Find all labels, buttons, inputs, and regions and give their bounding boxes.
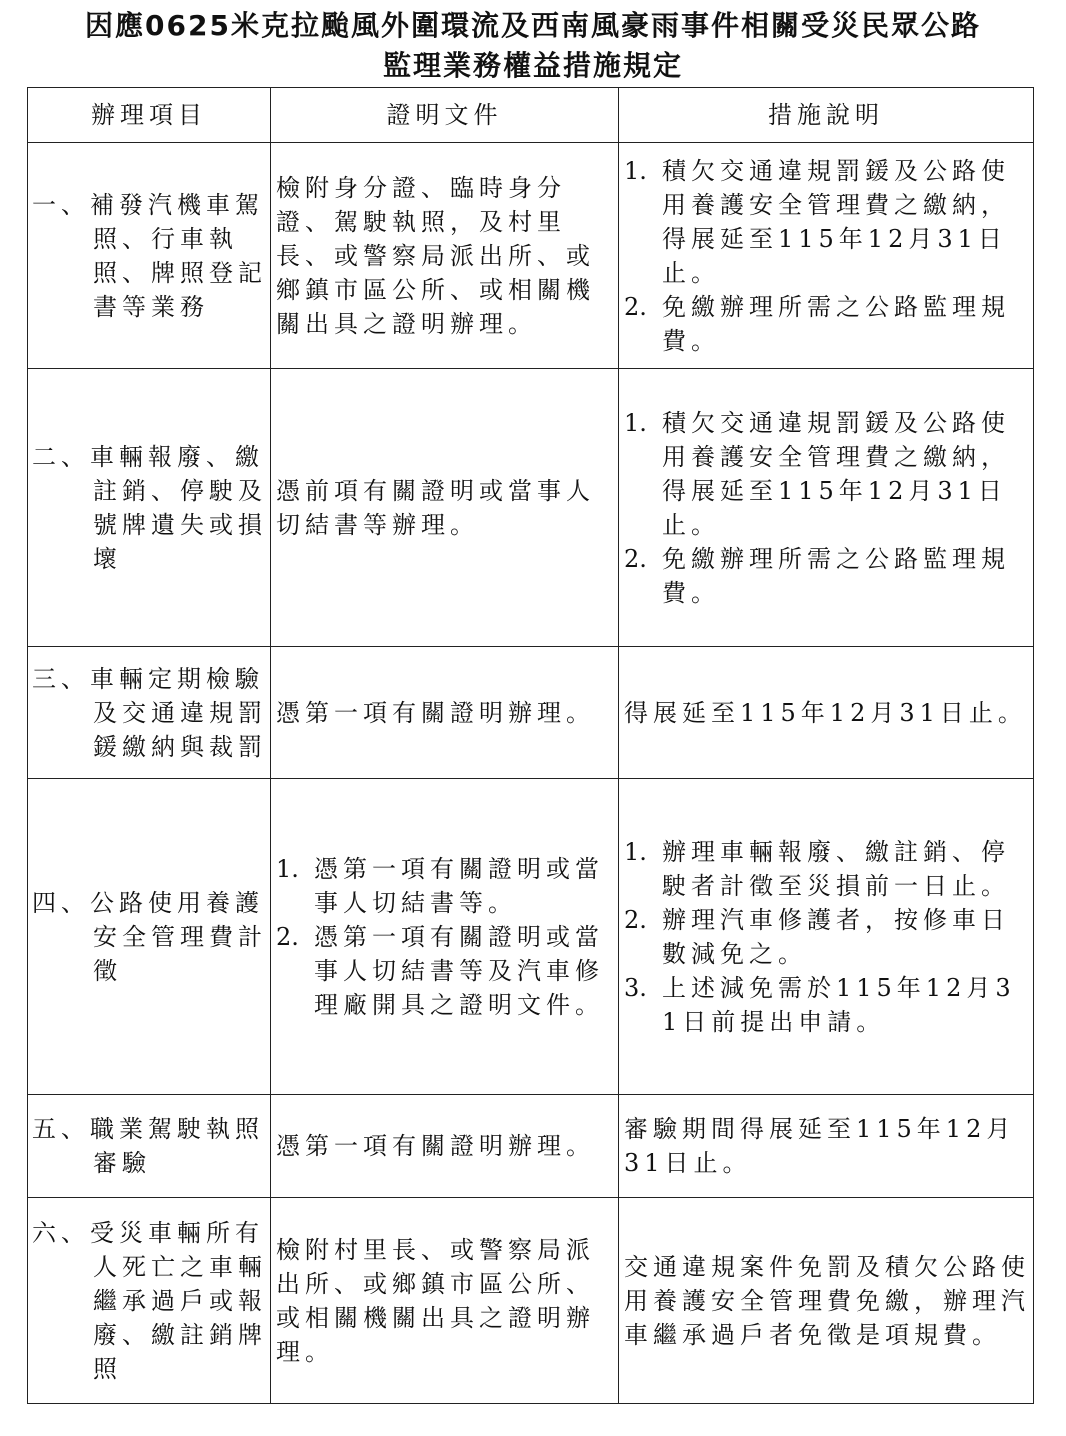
measures-text: 審驗期間得展延至115年12月31日止。 [624, 1115, 1016, 1177]
docs-text: 憑第一項有關證明辦理。 [276, 698, 595, 727]
list-item [624, 290, 1031, 358]
list-item [624, 971, 1031, 1039]
docs-cell [271, 647, 619, 779]
measures-cell [619, 779, 1034, 1095]
list-number: 2. [624, 292, 647, 321]
list-item [624, 903, 1031, 971]
docs-text: 檢附村里長、或警察局派出所、或鄉鎮市區公所、或相關機關出具之證明辦理。 [276, 1235, 595, 1366]
measures-cell [619, 369, 1034, 647]
title-line-1: 因應0625米克拉颱風外圍環流及西南風豪雨事件相關受災民眾公路 [85, 9, 981, 42]
list-item [276, 920, 616, 1022]
docs-cell [271, 779, 619, 1095]
measures-cell [619, 1198, 1034, 1404]
measures-text: 交通違規案件免罰及積欠公路使用養護安全管理費免繳，辦理汽車繼承過戶者免徵是項規費。 [624, 1252, 1030, 1349]
item-text: 一、補發汽機車駕照、行車執照、牌照登記書等業務 [32, 190, 267, 321]
list-text: 辦理汽車修護者，按修車日數減免之。 [662, 905, 1010, 968]
table-row [28, 1198, 1034, 1404]
measures-text: 得展延至115年12月31日止。 [624, 698, 1027, 727]
list-number: 1. [624, 408, 647, 437]
docs-cell [271, 369, 619, 647]
list-number: 1. [276, 854, 299, 883]
docs-list [276, 852, 616, 1022]
list-text: 積欠交通違規罰鍰及公路使用養護安全管理費之繳納，得展延至115年12月31日止。 [662, 156, 1010, 287]
measures-cell [619, 143, 1034, 369]
list-item [624, 154, 1031, 290]
document-title [0, 6, 1066, 86]
list-number: 3. [624, 973, 647, 1002]
table-row [28, 143, 1034, 369]
table-row [28, 1095, 1034, 1198]
list-text: 積欠交通違規罰鍰及公路使用養護安全管理費之繳納，得展延至115年12月31日止。 [662, 408, 1010, 539]
header-item: 辦理項目 [28, 88, 271, 143]
item-text: 五、職業駕駛執照審驗 [32, 1115, 264, 1177]
measures-table [27, 87, 1034, 1404]
list-text: 辦理車輛報廢、繳註銷、停駛者計徵至災損前一日止。 [662, 837, 1010, 900]
item-cell [28, 369, 271, 647]
measures-cell [619, 1095, 1034, 1198]
item-text: 三、車輛定期檢驗及交通違規罰鍰繳納與裁罰 [32, 664, 267, 761]
list-number: 1. [624, 837, 647, 866]
item-cell [28, 1095, 271, 1198]
item-cell [28, 647, 271, 779]
measures-cell [619, 647, 1034, 779]
list-number: 2. [624, 905, 647, 934]
header-measures: 措施說明 [619, 88, 1034, 143]
measures-list [624, 406, 1031, 610]
list-text: 上述減免需於115年12月31日前提出申請。 [662, 973, 1016, 1036]
list-item [624, 542, 1031, 610]
list-number: 1. [624, 156, 647, 185]
header-docs: 證明文件 [271, 88, 619, 143]
docs-cell [271, 1198, 619, 1404]
item-text: 六、受災車輛所有人死亡之車輛繼承過戶或報廢、繳註銷牌照 [32, 1218, 267, 1383]
item-text: 二、車輛報廢、繳註銷、停駛及號牌遺失或損壞 [32, 442, 267, 573]
table-row [28, 369, 1034, 647]
list-item [624, 406, 1031, 542]
list-item [624, 835, 1031, 903]
docs-text: 檢附身分證、臨時身分證、駕駛執照，及村里長、或警察局派出所、或鄉鎮市區公所、或相關機關出具之證明辦理。 [276, 173, 595, 338]
docs-text: 憑前項有關證明或當事人切結書等辦理。 [276, 476, 595, 539]
item-cell [28, 1198, 271, 1404]
item-text: 四、公路使用養護安全管理費計徵 [32, 888, 267, 985]
measures-list [624, 154, 1031, 358]
list-item [276, 852, 616, 920]
list-text: 憑第一項有關證明或當事人切結書等及汽車修理廠開具之證明文件。 [314, 922, 604, 1019]
table-row [28, 647, 1034, 779]
list-number: 2. [624, 544, 647, 573]
list-text: 憑第一項有關證明或當事人切結書等。 [314, 854, 604, 917]
list-text: 免繳辦理所需之公路監理規費。 [662, 544, 1010, 607]
measures-list [624, 835, 1031, 1039]
title-line-2: 監理業務權益措施規定 [382, 49, 683, 82]
docs-cell [271, 143, 619, 369]
list-text: 免繳辦理所需之公路監理規費。 [662, 292, 1010, 355]
list-number: 2. [276, 922, 299, 951]
item-cell [28, 779, 271, 1095]
docs-cell [271, 1095, 619, 1198]
table-header-row [28, 88, 1034, 143]
table-row [28, 779, 1034, 1095]
docs-text: 憑第一項有關證明辦理。 [276, 1132, 595, 1160]
item-cell [28, 143, 271, 369]
